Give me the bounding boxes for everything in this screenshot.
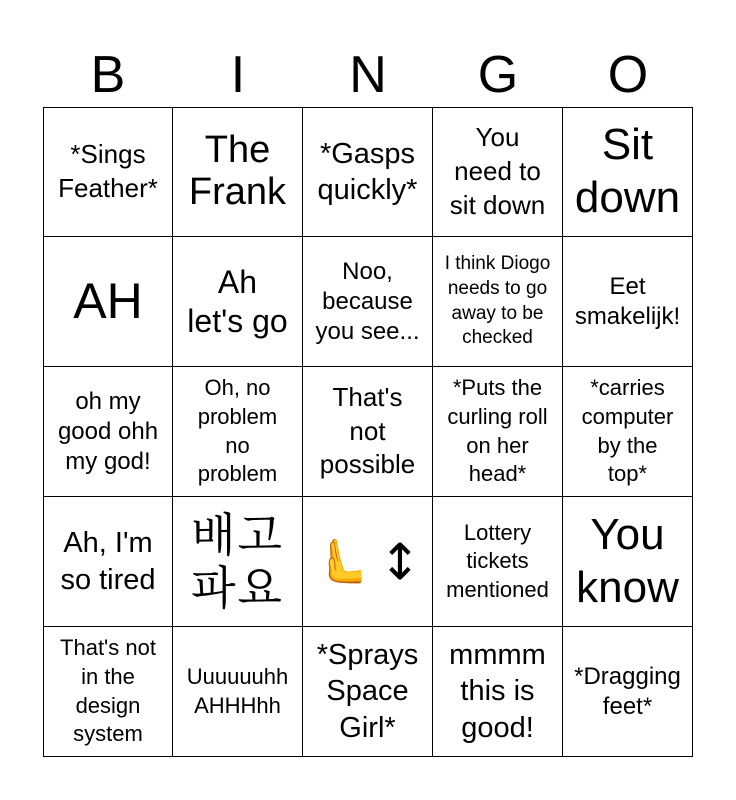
cell-label: *Dragging feet* bbox=[574, 662, 681, 720]
bingo-cell-r3-c2[interactable] bbox=[173, 367, 303, 497]
cell-label: AH bbox=[73, 273, 143, 329]
bingo-cell-r1-c5[interactable] bbox=[563, 107, 693, 237]
bingo-cell-r1-c1[interactable] bbox=[43, 107, 173, 237]
bingo-cell-r2-c4[interactable] bbox=[433, 237, 563, 367]
cell-label: You know bbox=[576, 509, 679, 612]
bingo-cell-r2-c5[interactable] bbox=[563, 237, 693, 367]
header-letter-i: I bbox=[230, 46, 246, 104]
cell-label: *Gasps quickly* bbox=[317, 137, 418, 206]
cell-label: 배고 파요 bbox=[191, 508, 284, 614]
cell-label: mmmm this is good! bbox=[449, 639, 546, 744]
bingo-header bbox=[43, 44, 693, 106]
bingo-cell-r3-c3[interactable] bbox=[303, 367, 433, 497]
bingo-cell-r5-c3[interactable] bbox=[303, 627, 433, 757]
cell-label: The Frank bbox=[188, 129, 287, 213]
bingo-cell-r4-c2[interactable] bbox=[173, 497, 303, 627]
cell-label: Ah let's go bbox=[187, 264, 288, 339]
cell-label: Ah, I'm so tired bbox=[60, 527, 156, 596]
bingo-cell-r4-c4[interactable] bbox=[433, 497, 563, 627]
bingo-cell-r3-c4[interactable] bbox=[433, 367, 563, 497]
bingo-cell-r4-c1[interactable] bbox=[43, 497, 173, 627]
cell-label: Lottery tickets mentioned bbox=[446, 519, 549, 602]
bingo-cell-r1-c4[interactable] bbox=[433, 107, 563, 237]
cell-label: Eet smakelijk! bbox=[574, 272, 681, 330]
bingo-cell-r2-c3[interactable] bbox=[303, 237, 433, 367]
bingo-cell-r1-c3[interactable] bbox=[303, 107, 433, 237]
bingo-cell-r5-c2[interactable] bbox=[173, 627, 303, 757]
bingo-cell-r5-c5[interactable] bbox=[563, 627, 693, 757]
bingo-cell-r2-c2[interactable] bbox=[173, 237, 303, 367]
cell-label: *Puts the curling roll on her head* bbox=[447, 375, 548, 487]
bingo-cell-r3-c1[interactable] bbox=[43, 367, 173, 497]
cell-label: I think Diogo needs to go away to be checked bbox=[444, 253, 551, 349]
raised-hand-emoji-icon: 🫷 bbox=[314, 536, 369, 586]
cell-label: Uuuuuuhh AHHHhh bbox=[186, 663, 289, 718]
bingo-cell-r5-c4[interactable] bbox=[433, 627, 563, 757]
header-letter-b: B bbox=[90, 46, 126, 104]
bingo-cell-r2-c1[interactable] bbox=[43, 237, 173, 367]
emoji-combo bbox=[314, 532, 421, 591]
cell-label: Oh, no problem no problem bbox=[197, 375, 278, 487]
bingo-cell-r4-c5[interactable] bbox=[563, 497, 693, 627]
bingo-grid bbox=[43, 107, 693, 757]
cell-label: That's not in the design system bbox=[60, 635, 156, 747]
up-down-arrow-icon: ↕ bbox=[378, 532, 421, 591]
cell-label: oh my good ohh my god! bbox=[57, 387, 159, 475]
bingo-cell-r5-c1[interactable] bbox=[43, 627, 173, 757]
header-letter-n: N bbox=[349, 46, 387, 104]
bingo-cell-r1-c2[interactable] bbox=[173, 107, 303, 237]
cell-label: You need to sit down bbox=[449, 122, 546, 220]
cell-label: *Sprays Space Girl* bbox=[316, 639, 419, 744]
header-letter-g: G bbox=[477, 46, 519, 104]
bingo-cell-r3-c5[interactable] bbox=[563, 367, 693, 497]
cell-label: That's not possible bbox=[319, 381, 416, 480]
cell-label: *Sings Feather* bbox=[58, 139, 158, 203]
bingo-cell-r4-c3[interactable] bbox=[303, 497, 433, 627]
cell-label: Sit down bbox=[574, 120, 681, 222]
cell-label: Noo, because you see... bbox=[315, 257, 420, 345]
header-letter-o: O bbox=[607, 46, 649, 104]
cell-label: *carries computer by the top* bbox=[581, 375, 674, 487]
